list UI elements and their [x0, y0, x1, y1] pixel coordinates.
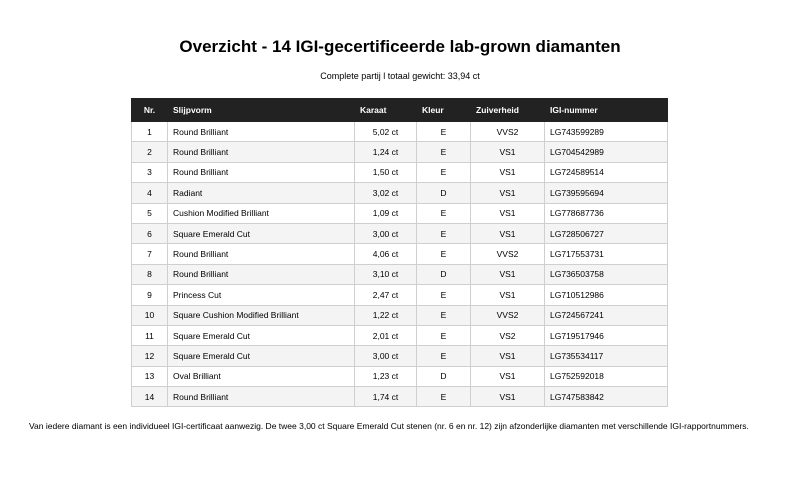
cell-shape: Round Brilliant	[168, 122, 355, 142]
footnote: Van iedere diamant is een individueel IGI-certificaat aanwezig. De twee 3,00 ct Square Emerald Cut stenen (nr. 6 en nr. 12) zijn afzonderlijke diamanten met verschillende IGI-rapportnummers.	[29, 421, 749, 431]
cell-nr: 8	[132, 264, 168, 284]
cell-carat: 5,02 ct	[355, 122, 417, 142]
cell-color: E	[417, 223, 471, 243]
header-nr: Nr.	[132, 99, 168, 122]
cell-clarity: VS2	[471, 325, 545, 345]
cell-nr: 2	[132, 142, 168, 162]
page-title: Overzicht - 14 IGI-gecertificeerde lab-grown diamanten	[179, 37, 621, 56]
table-body	[132, 122, 668, 407]
cell-carat: 3,10 ct	[355, 264, 417, 284]
cell-shape: Square Emerald Cut	[168, 325, 355, 345]
table-row	[132, 366, 668, 386]
cell-clarity: VS1	[471, 387, 545, 407]
cell-igi-number: LG724589514	[545, 162, 668, 182]
cell-carat: 1,23 ct	[355, 366, 417, 386]
cell-igi-number: LG710512986	[545, 285, 668, 305]
cell-igi-number: LG719517946	[545, 325, 668, 345]
cell-shape: Cushion Modified Brilliant	[168, 203, 355, 223]
cell-igi-number: LG735534117	[545, 346, 668, 366]
cell-nr: 5	[132, 203, 168, 223]
cell-igi-number: LG717553731	[545, 244, 668, 264]
cell-igi-number: LG739595694	[545, 183, 668, 203]
table-row	[132, 264, 668, 284]
header-color: Kleur	[417, 99, 471, 122]
cell-carat: 1,74 ct	[355, 387, 417, 407]
cell-igi-number: LG728506727	[545, 223, 668, 243]
cell-carat: 2,01 ct	[355, 325, 417, 345]
cell-nr: 12	[132, 346, 168, 366]
cell-shape: Square Emerald Cut	[168, 223, 355, 243]
table-row	[132, 325, 668, 345]
cell-igi-number: LG747583842	[545, 387, 668, 407]
cell-clarity: VS1	[471, 223, 545, 243]
cell-nr: 13	[132, 366, 168, 386]
cell-color: E	[417, 162, 471, 182]
table-row	[132, 305, 668, 325]
cell-nr: 11	[132, 325, 168, 345]
table-row	[132, 387, 668, 407]
cell-shape: Square Cushion Modified Brilliant	[168, 305, 355, 325]
cell-nr: 4	[132, 183, 168, 203]
cell-shape: Round Brilliant	[168, 162, 355, 182]
cell-nr: 14	[132, 387, 168, 407]
cell-shape: Round Brilliant	[168, 264, 355, 284]
cell-clarity: VS1	[471, 366, 545, 386]
cell-color: E	[417, 305, 471, 325]
cell-nr: 10	[132, 305, 168, 325]
cell-nr: 1	[132, 122, 168, 142]
cell-igi-number: LG743599289	[545, 122, 668, 142]
cell-carat: 3,02 ct	[355, 183, 417, 203]
header-shape: Slijpvorm	[168, 99, 355, 122]
cell-clarity: VS1	[471, 183, 545, 203]
header-carat: Karaat	[355, 99, 417, 122]
cell-color: D	[417, 264, 471, 284]
cell-shape: Square Emerald Cut	[168, 346, 355, 366]
cell-color: E	[417, 203, 471, 223]
cell-carat: 2,47 ct	[355, 285, 417, 305]
cell-igi-number: LG704542989	[545, 142, 668, 162]
cell-carat: 4,06 ct	[355, 244, 417, 264]
cell-igi-number: LG752592018	[545, 366, 668, 386]
cell-color: E	[417, 142, 471, 162]
page-subtitle: Complete partij l totaal gewicht: 33,94 ct	[320, 71, 480, 81]
table-header-row	[132, 99, 668, 122]
cell-clarity: VS1	[471, 203, 545, 223]
cell-nr: 9	[132, 285, 168, 305]
cell-clarity: VS1	[471, 162, 545, 182]
cell-carat: 1,24 ct	[355, 142, 417, 162]
table-row	[132, 203, 668, 223]
cell-carat: 1,22 ct	[355, 305, 417, 325]
table-row	[132, 223, 668, 243]
cell-clarity: VS1	[471, 346, 545, 366]
cell-nr: 7	[132, 244, 168, 264]
header-igi: IGI-nummer	[545, 99, 668, 122]
cell-shape: Round Brilliant	[168, 387, 355, 407]
cell-color: D	[417, 366, 471, 386]
table-row	[132, 122, 668, 142]
table-row	[132, 142, 668, 162]
cell-carat: 1,09 ct	[355, 203, 417, 223]
cell-color: E	[417, 244, 471, 264]
header-clarity: Zuiverheid	[471, 99, 545, 122]
cell-clarity: VS1	[471, 142, 545, 162]
cell-color: E	[417, 325, 471, 345]
cell-shape: Princess Cut	[168, 285, 355, 305]
cell-igi-number: LG778687736	[545, 203, 668, 223]
cell-carat: 1,50 ct	[355, 162, 417, 182]
table-row	[132, 244, 668, 264]
cell-igi-number: LG724567241	[545, 305, 668, 325]
cell-color: E	[417, 122, 471, 142]
cell-color: E	[417, 285, 471, 305]
cell-clarity: VVS2	[471, 122, 545, 142]
cell-nr: 3	[132, 162, 168, 182]
cell-color: E	[417, 387, 471, 407]
cell-color: E	[417, 346, 471, 366]
table-row	[132, 162, 668, 182]
cell-shape: Round Brilliant	[168, 244, 355, 264]
cell-clarity: VVS2	[471, 244, 545, 264]
cell-igi-number: LG736503758	[545, 264, 668, 284]
table-row	[132, 346, 668, 366]
cell-carat: 3,00 ct	[355, 223, 417, 243]
diamond-table	[131, 98, 668, 407]
cell-shape: Radiant	[168, 183, 355, 203]
table-row	[132, 285, 668, 305]
cell-clarity: VVS2	[471, 305, 545, 325]
cell-clarity: VS1	[471, 285, 545, 305]
cell-color: D	[417, 183, 471, 203]
cell-shape: Oval Brilliant	[168, 366, 355, 386]
cell-shape: Round Brilliant	[168, 142, 355, 162]
cell-clarity: VS1	[471, 264, 545, 284]
cell-carat: 3,00 ct	[355, 346, 417, 366]
cell-nr: 6	[132, 223, 168, 243]
table-row	[132, 183, 668, 203]
